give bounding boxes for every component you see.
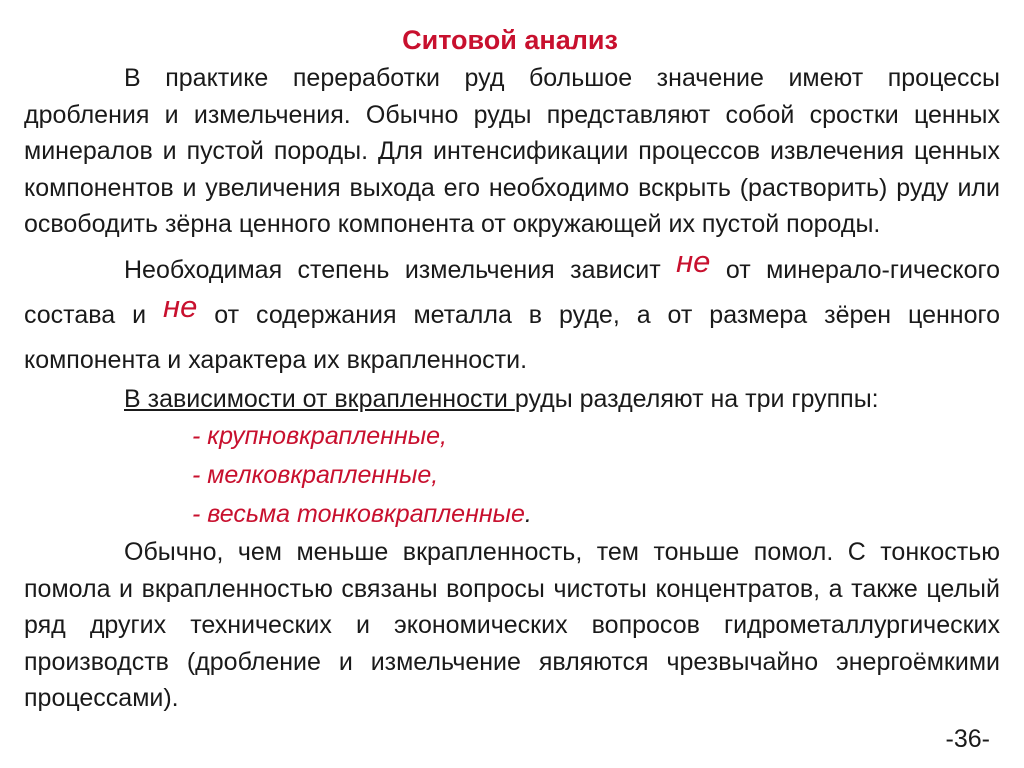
paragraph-grinding-degree (24, 243, 1000, 383)
list-item-text: - весьма тонковкрапленные (192, 500, 525, 528)
paragraph-groups-intro (24, 381, 1000, 418)
list-item: - мелковкрапленные, (192, 461, 439, 489)
document-page (24, 22, 1000, 717)
ore-groups-list (24, 417, 1000, 534)
paragraph-intro: В практике переработки руд большое значение имеют процессы дробления и измельчения. Обычно руды представляют собой сростки ценных минералов и пустой породы. Для интенсификации процессов извлечения ценных компонентов и увеличения выхода его необходимо вскрыть (растворить) руду или освободить зёрна ценного компонента от окружающей их пустой породы. (24, 64, 1000, 238)
emphasis-not: не (676, 243, 711, 279)
underlined-phrase: В зависимости от вкрапленности (124, 384, 515, 413)
paragraph-text: от минерало-гического состава и (24, 255, 1000, 329)
paragraph-text: от содержания металла в руде, а от размера зёрен ценного компонента и характера их вкрапленности. (24, 300, 1000, 374)
paragraph-text: руды разделяют на три группы: (514, 384, 879, 413)
list-end-period: . (524, 500, 532, 528)
paragraph-conclusion: Обычно, чем меньше вкрапленность, тем тоньше помол. С тонкостью помола и вкрапленностью связаны вопросы чистоты концентратов, а также целый ряд других технических и экономических вопросов гидрометаллургических производств (дробление и измельчение являются чрезвычайно энергоёмкими процессами). (24, 538, 1000, 712)
list-item (192, 495, 1000, 534)
list-item: - крупновкрапленные, (192, 422, 447, 450)
emphasis-not: не (163, 288, 198, 324)
page-number: -36- (945, 725, 990, 753)
paragraph-text: Необходимая степень измельчения зависит (124, 255, 677, 284)
document-title: Ситовой анализ (402, 25, 618, 55)
